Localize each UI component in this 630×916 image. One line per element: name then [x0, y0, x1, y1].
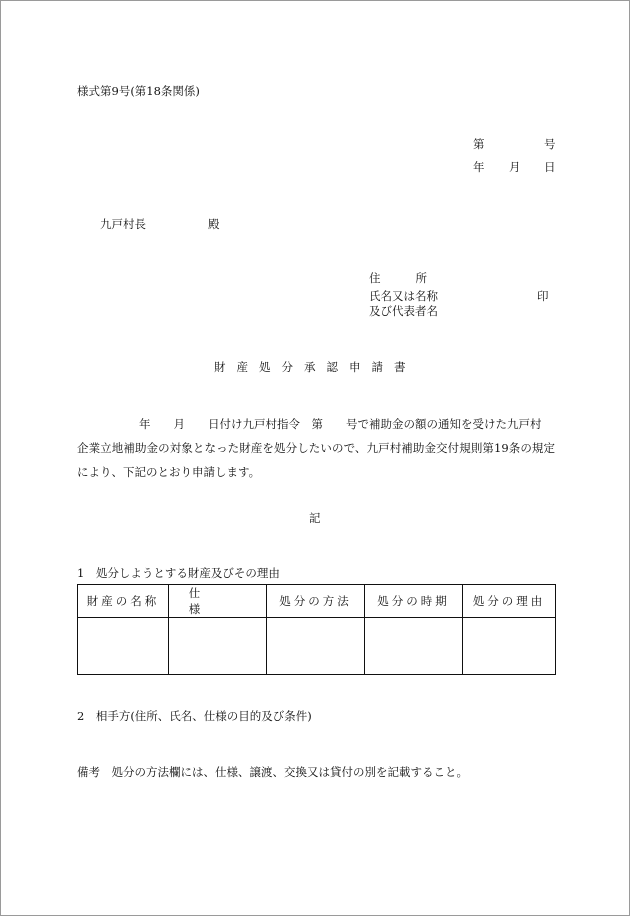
- date-day: 日: [544, 160, 556, 174]
- cell-reason[interactable]: [463, 618, 556, 675]
- date-month: 月: [509, 160, 521, 174]
- addressee-honorific: 殿: [208, 217, 220, 231]
- doc-number-suffix: 号: [544, 137, 556, 151]
- date-year: 年: [473, 160, 485, 174]
- col-header-reason: 処分の理由: [463, 585, 556, 618]
- applicant-address-label: 住所: [369, 271, 462, 285]
- section-2-heading: 2 相手方(住所、氏名、仕様の目的及び条件): [77, 709, 312, 723]
- seal-mark: 印: [537, 289, 549, 303]
- applicant-name-label: 氏名又は名称: [369, 289, 438, 303]
- section-1-heading: 1 処分しようとする財産及びその理由: [77, 566, 280, 580]
- cell-method[interactable]: [267, 618, 365, 675]
- table-row: [78, 618, 556, 675]
- table-header-row: [78, 585, 556, 618]
- body-paragraph: [77, 412, 555, 484]
- doc-number-prefix: 第: [473, 137, 485, 151]
- cell-spec[interactable]: [169, 618, 267, 675]
- applicant-rep-label: 及び代表者名: [369, 304, 438, 318]
- cell-timing[interactable]: [365, 618, 463, 675]
- col-header-spec-label: 仕様: [188, 586, 247, 616]
- col-header-property-name: 財産の名称: [78, 585, 169, 618]
- property-table: [77, 584, 556, 675]
- col-header-spec: [169, 585, 267, 618]
- body-line-1: 年 月 日付け九戸村指令 第 号で補助金の額の通知を受けた九戸村: [139, 417, 542, 431]
- body-line-2: 企業立地補助金の対象となった財産を処分したいので、九戸村補助金交付規則第19条の規定により、下記のとおり申請します。: [77, 441, 555, 479]
- col-header-timing: 処分の時期: [365, 585, 463, 618]
- addressee-name: 九戸村長: [100, 217, 146, 231]
- remarks: 備考 処分の方法欄には、仕様、譲渡、交換又は貸付の別を記載すること。: [77, 765, 468, 779]
- form-label: 様式第9号(第18条関係): [77, 84, 200, 98]
- cell-property-name[interactable]: [78, 618, 169, 675]
- page-title: 財産処分承認申請書: [214, 360, 417, 374]
- col-header-method: 処分の方法: [267, 585, 365, 618]
- ki-mark: 記: [309, 511, 321, 525]
